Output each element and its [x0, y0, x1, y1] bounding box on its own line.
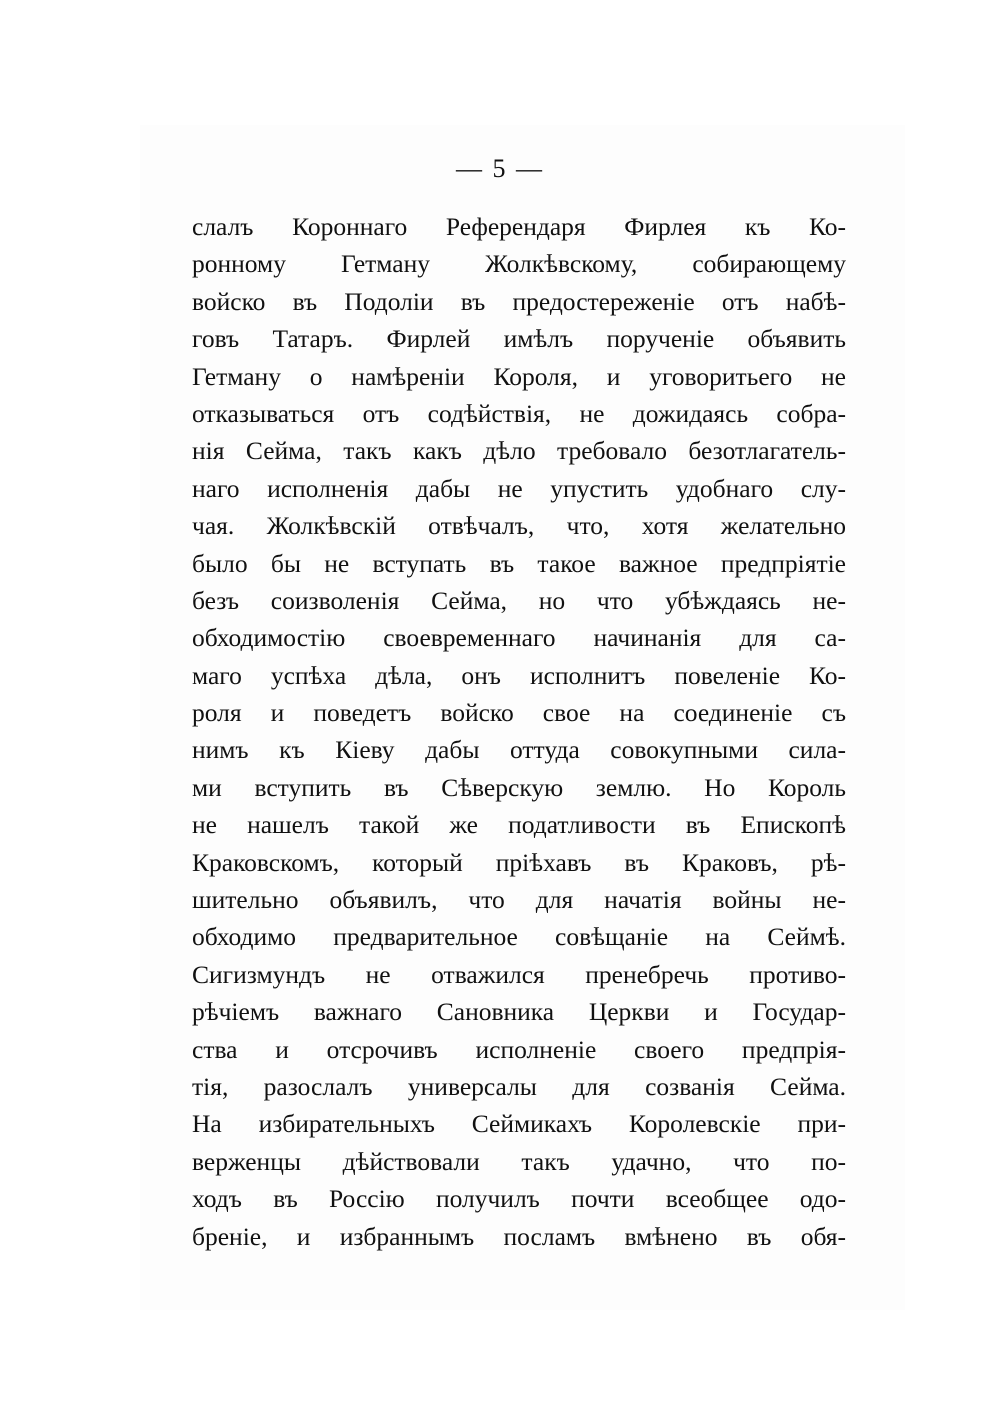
- text-line: не нашелъ такой же податливости въ Епископѣ: [192, 810, 846, 840]
- text-line: Гетману о намѣреніи Короля, и уговоритьего не: [192, 361, 846, 391]
- text-line: чая. Жолкѣвскій отвѣчалъ, что, хотя желательно: [192, 511, 846, 541]
- text-line: отказываться отъ содѣйствія, не дожидаясь собра-: [192, 398, 846, 428]
- text-line: Сигизмундъ не отважился пренебречь противо-: [192, 959, 846, 989]
- text-line: шительно объявилъ, что для начатія войны не-: [192, 885, 846, 915]
- text-line: говъ Татаръ. Фирлей имѣлъ порученіе объявить: [192, 324, 846, 354]
- text-line: ходъ въ Россію получилъ почти всеобщее одо-: [192, 1184, 846, 1214]
- text-line: верженцы дѣйствовали такъ удачно, что по-: [192, 1146, 846, 1176]
- text-line: обходимо предварительное совѣщаніе на Сеймѣ.: [192, 922, 846, 952]
- text-line: ства и отсрочивъ исполненіе своего предпрія-: [192, 1034, 846, 1064]
- text-line: роля и поведетъ войско свое на соединеніе съ: [192, 698, 846, 728]
- text-line: слалъ Короннаго Референдаря Фирлея къ Ко-: [192, 212, 846, 241]
- text-line: ронному Гетману Жолкѣвскому, собирающему: [192, 249, 846, 279]
- text-line: безъ соизволенія Сейма, но что убѣждаясь не-: [192, 585, 846, 615]
- text-line: войско въ Подоліи въ предостереженіе отъ набѣ-: [192, 286, 846, 316]
- text-line: На избирательныхъ Сеймикахъ Королевскіе при-: [192, 1109, 846, 1139]
- text-line: наго исполненія дабы не упустить удобнаго слу-: [192, 473, 846, 503]
- text-line: маго успѣха дѣла, онъ исполнитъ повеленіе Ко-: [192, 660, 846, 690]
- text-line: нимъ къ Кіеву дабы оттуда совокупными сила-: [192, 735, 846, 765]
- text-line: Краковскомъ, который пріѣхавъ въ Краковъ, рѣ-: [192, 847, 846, 877]
- text-line: рѣчіемъ важнаго Сановника Церкви и Государ-: [192, 997, 846, 1027]
- body-text: [192, 208, 846, 1255]
- text-line: бреніе, и избраннымъ посламъ вмѣнено въ обя-: [192, 1221, 846, 1251]
- text-line: нія Сейма, такъ какъ дѣло требовало безотлагатель-: [192, 436, 846, 466]
- text-line: обходимостію своевременнаго начинанія для са-: [192, 623, 846, 653]
- page-number: — 5 —: [456, 154, 544, 183]
- text-line: тія, разослалъ универсалы для созванія Сейма.: [192, 1071, 846, 1101]
- text-line: было бы не вступать въ такое важное предпріятіе: [192, 548, 846, 578]
- text-line: ми вступить въ Сѣверскую землю. Но Король: [192, 772, 846, 802]
